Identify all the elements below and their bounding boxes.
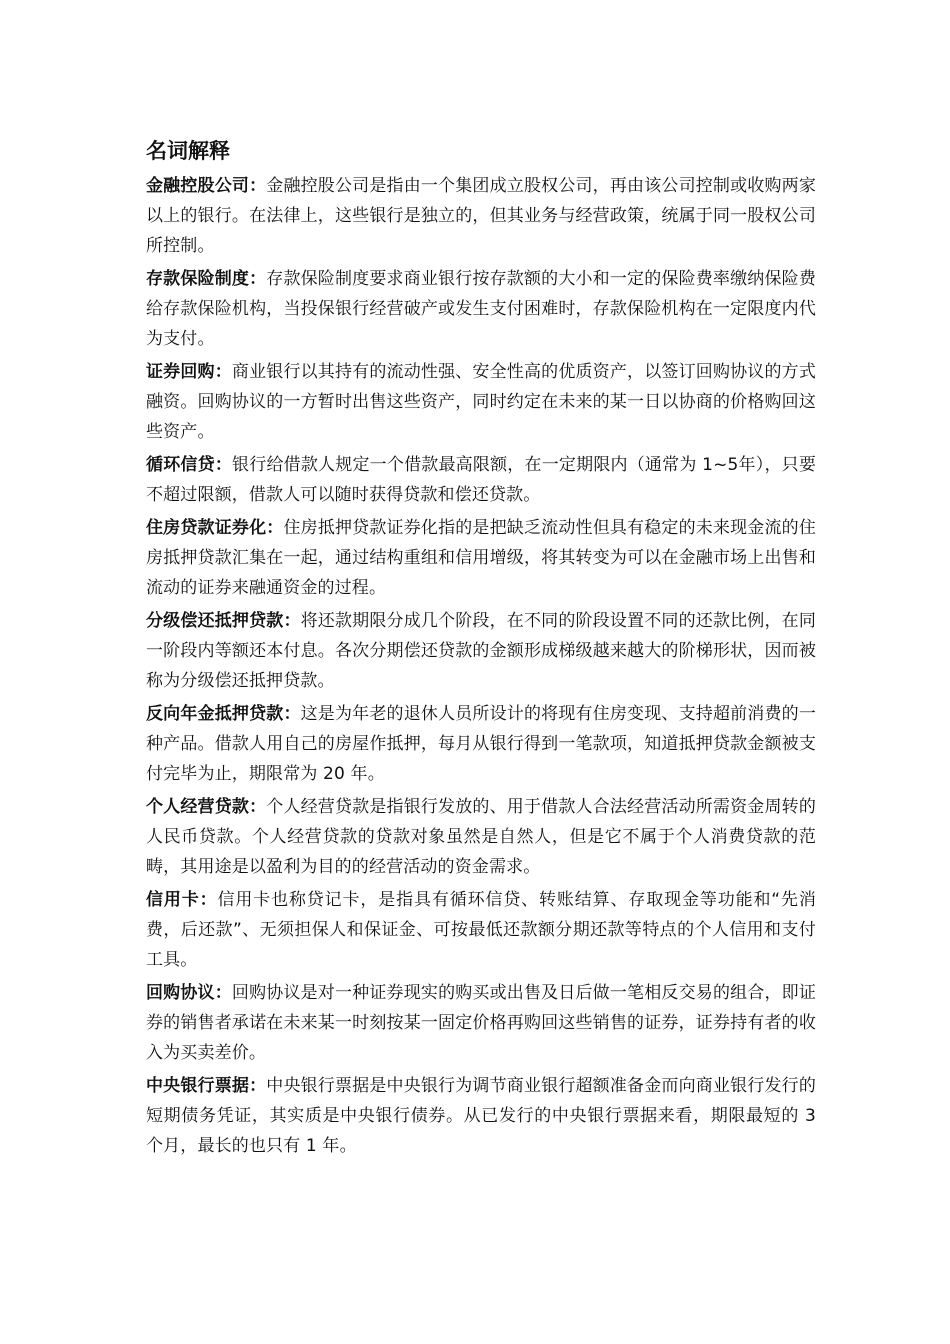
glossary-definition: 回购协议是对一种证券现实的购买或出售及日后做一笔相反交易的组合，即证券的销售者承诺在未来某一时刻按某一固定价格再购回这些销售的证券，证券持有者的收入为买卖差价。	[146, 983, 816, 1063]
glossary-term: 分级偿还抵押贷款：	[146, 611, 301, 631]
glossary-term: 反向年金抵押贷款：	[146, 704, 301, 724]
glossary-definition: 商业银行以其持有的流动性强、安全性高的优质资产，以签订回购协议的方式融资。回购协议的一方暂时出售这些资产，同时约定在未来的某一日以协商的价格购回这些资产。	[146, 362, 816, 442]
glossary-entry-mortgage-securitization	[146, 513, 816, 603]
glossary-definition: 个人经营贷款是指银行发放的、用于借款人合法经营活动所需资金周转的人民币贷款。个人经营贷款的贷款对象虽然是自然人，但是它不属于个人消费贷款的范畴，其用途是以盈利为目的的经营活动的资金需求。	[146, 797, 816, 877]
glossary-term: 循环信贷：	[146, 455, 233, 475]
glossary-entry-graduated-payment-mortgage	[146, 606, 816, 696]
glossary-term: 金融控股公司：	[146, 176, 267, 196]
glossary-definition: 将还款期限分成几个阶段，在不同的阶段设置不同的还款比例，在同一阶段内等额还本付息。各次分期偿还贷款的金额形成梯级越来越大的阶梯形状，因而被称为分级偿还抵押贷款。	[146, 611, 816, 691]
glossary-definition: 住房抵押贷款证券化指的是把缺乏流动性但具有稳定的未来现金流的住房抵押贷款汇集在一起，通过结构重组和信用增级，将其转变为可以在金融市场上出售和流动的证券来融通资金的过程。	[146, 518, 817, 598]
glossary-term: 存款保险制度：	[146, 269, 267, 289]
glossary-entry-securities-repurchase	[146, 357, 816, 447]
glossary-definition: 存款保险制度要求商业银行按存款额的大小和一定的保险费率缴纳保险费给存款保险机构，当投保银行经营破产或发生支付困难时，存款保险机构在一定限度内代为支付。	[146, 269, 816, 349]
glossary-entry-personal-business-loan	[146, 792, 816, 882]
glossary-entry-revolving-credit	[146, 450, 816, 510]
glossary-term: 信用卡：	[146, 890, 218, 910]
glossary-entry-central-bank-bill	[146, 1071, 816, 1161]
glossary-definition: 中央银行票据是中央银行为调节商业银行超额准备金而向商业银行发行的短期债务凭证，其实质是中央银行债券。从已发行的中央银行票据来看，期限最短的 3 个月，最长的也只有 1 年。	[146, 1076, 816, 1156]
glossary-term: 证券回购：	[146, 362, 232, 382]
glossary-definition: 金融控股公司是指由一个集团成立股权公司，再由该公司控制或收购两家以上的银行。在法律上，这些银行是独立的，但其业务与经营政策，统属于同一股权公司所控制。	[146, 176, 816, 256]
glossary-entry-repurchase-agreement	[146, 978, 816, 1068]
glossary-term: 中央银行票据：	[146, 1076, 267, 1096]
document-page	[146, 134, 816, 1164]
glossary-term: 回购协议：	[146, 983, 232, 1003]
glossary-term: 住房贷款证券化：	[146, 518, 284, 538]
glossary-entry-reverse-annuity-mortgage	[146, 699, 816, 789]
glossary-entry-deposit-insurance	[146, 264, 816, 354]
glossary-definition: 银行给借款人规定一个借款最高限额，在一定期限内（通常为 1~5年），只要不超过限额，借款人可以随时获得贷款和偿还贷款。	[146, 455, 817, 505]
glossary-entry-financial-holding-company	[146, 171, 816, 261]
glossary-entry-credit-card	[146, 885, 816, 975]
glossary-definition: 信用卡也称贷记卡，是指具有循环信贷、转账结算、存取现金等功能和“先消费，后还款”、无须担保人和保证金、可按最低还款额分期还款等特点的个人信用和支付工具。	[146, 890, 816, 970]
glossary-term: 个人经营贷款：	[146, 797, 267, 817]
page-title: 名词解释	[146, 139, 230, 163]
glossary-definition: 这是为年老的退休人员所设计的将现有住房变现、支持超前消费的一种产品。借款人用自己的房屋作抵押，每月从银行得到一笔款项，知道抵押贷款金额被支付完毕为止，期限常为 20 年。	[146, 704, 816, 784]
